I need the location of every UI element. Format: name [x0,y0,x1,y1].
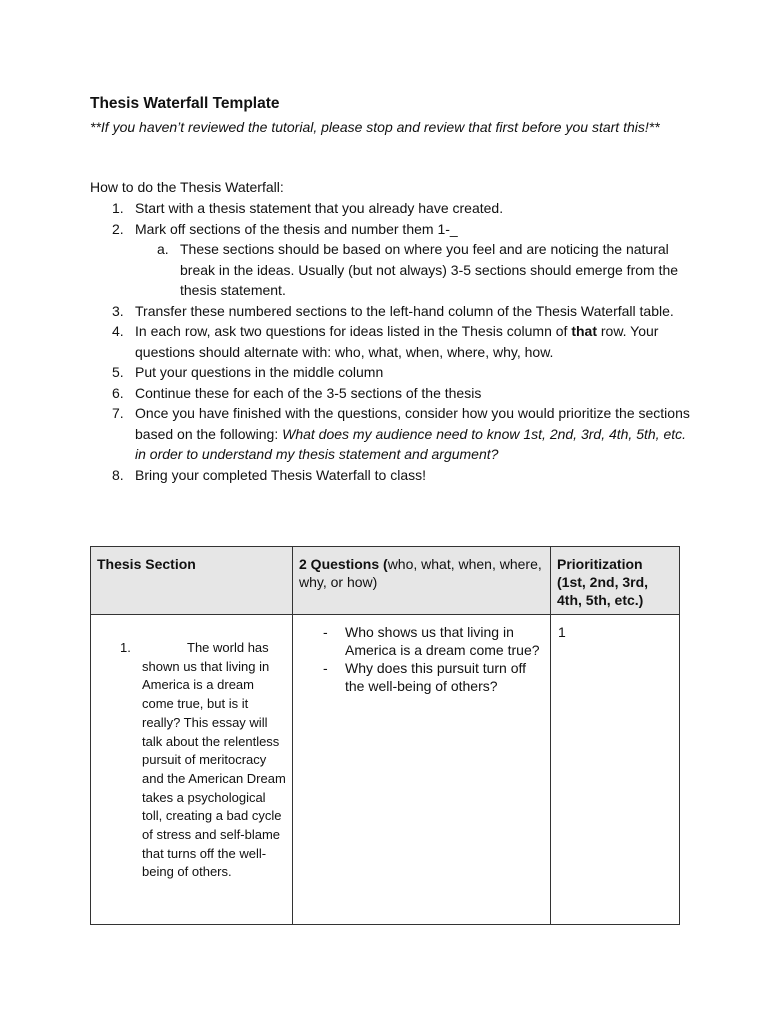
section-number: 1. [120,640,131,655]
step-2-sublist [135,239,690,301]
document-title: Thesis Waterfall Template [90,95,280,112]
step-number: 3. [112,302,124,319]
step-text: In each row, ask two questions for ideas listed in the Thesis column of [135,323,572,339]
table-row [91,615,680,925]
header-label: Prioritization (1st, 2nd, 3rd, 4th, 5th, etc.) [557,556,649,608]
step-number: 1. [112,200,124,216]
header-two-questions [293,547,551,615]
question-text: Who shows us that living in America is a dream come true? [345,624,540,658]
step-2 [90,219,690,301]
step-number: 8. [112,466,124,483]
step-italic-question: What does my audience need to know 1st, 2nd, 3rd, 4th, 5th, etc. in order to understand my thesis statement and argument? [135,425,687,462]
step-2a [135,239,690,301]
header-label: 2 Questions ( [299,556,388,572]
question-text: Why does this pursuit turn off the well-being of others? [345,660,527,694]
substep-text: These sections should be based on where you feel and are noticing the natural break in the ideas. Usually (but not always) 3-5 sections should emerge from the thesis statement. [180,241,679,298]
step-7 [90,403,690,465]
step-3 [90,301,690,322]
step-text: Put your questions in the middle column [135,364,384,380]
step-number: 4. [112,323,124,339]
step-number: 6. [112,384,124,401]
thesis-waterfall-table [90,546,680,925]
step-text: Mark off sections of the thesis and number them 1-_ [135,220,458,237]
step-text: Transfer these numbered sections to the left-hand column of the Thesis Waterfall table. [135,302,674,319]
step-text: Bring your completed Thesis Waterfall to class! [135,466,427,483]
thesis-section-cell[interactable] [91,615,293,925]
step-5 [90,362,690,383]
step-1 [90,198,690,219]
table-header-row [91,547,680,615]
header-label: Thesis Section [97,556,196,572]
question-list [299,623,544,695]
questions-cell[interactable] [293,615,551,925]
step-number: 2. [112,220,124,237]
howto-heading: How to do the Thesis Waterfall: [90,179,284,195]
step-8 [90,465,690,486]
step-text: Continue these for each of the 3-5 sections of the thesis [135,384,482,401]
dash-bullet: - [323,624,328,640]
step-number: 5. [112,364,124,380]
dash-bullet: - [323,660,328,676]
substep-letter: a. [157,241,169,257]
section-text: The world has shown us that living in America is a dream come true, but is it really? This essay will talk about the relentless pursuit of meritocracy and the American Dream takes a psychological toll, creating a bad cycle of stress and self-blame that turns off the well-being of others. [142,640,286,880]
step-number: 7. [112,405,124,421]
priority-cell[interactable] [551,615,680,925]
header-hint: who, what, when, where, why, or how) [299,556,542,590]
step-emphasis: that [571,323,597,339]
step-6 [90,383,690,404]
tutorial-warning: **If you haven’t reviewed the tutorial, please stop and review that first before you start this!** [90,119,660,135]
step-text-continued: row. Your questions should alternate with: who, what, when, where, why, how. [135,323,659,360]
list-item [299,659,544,695]
step-text: Once you have finished with the questions, consider how you would prioritize the sections based on the following: [135,405,690,442]
list-item [299,623,544,659]
instruction-steps [90,198,690,485]
priority-value: 1 [558,624,566,640]
header-thesis-section [91,547,293,615]
header-prioritization [551,547,680,615]
step-text: Start with a thesis statement that you already have created. [135,200,504,216]
step-4 [90,321,690,362]
